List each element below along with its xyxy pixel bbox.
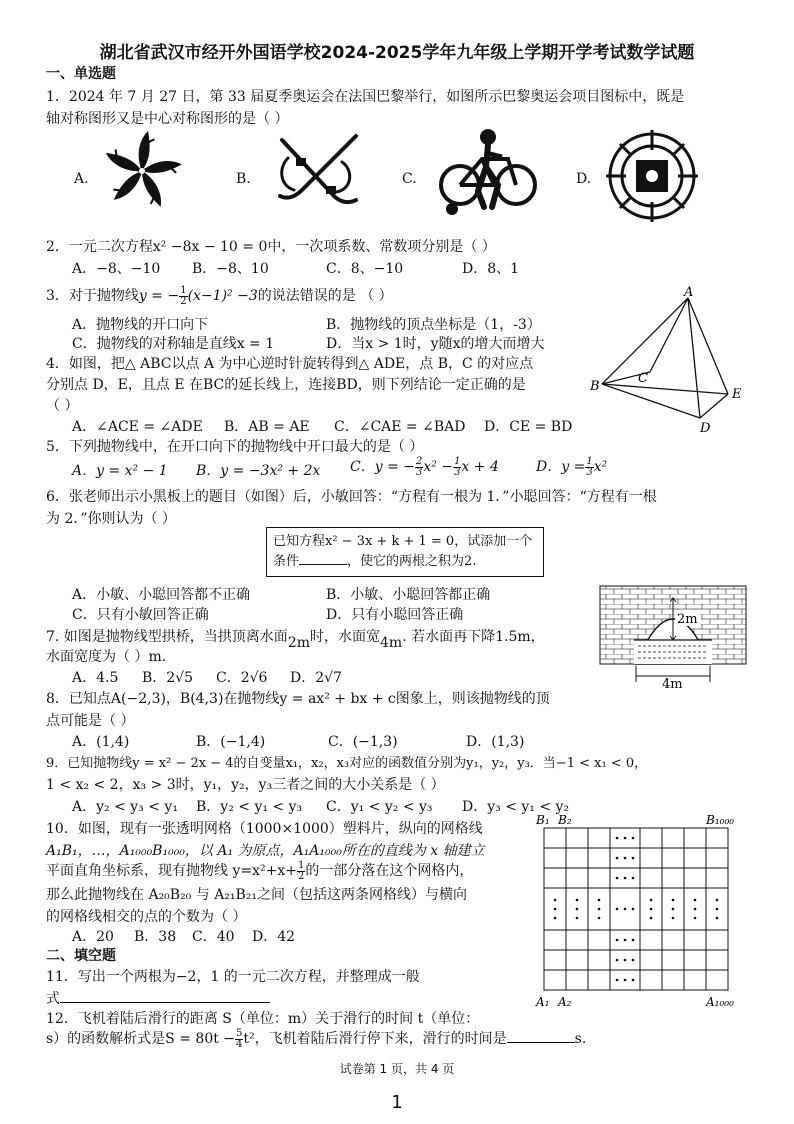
q8-line1: 8．已知点A(−2,3)，B(4,3)在抛物线y = ax² + bx + c图象上，则该抛物线的顶: [46, 691, 550, 707]
svg-text:A₁: A₁: [536, 995, 550, 1009]
hockey-icon: [268, 130, 364, 222]
pinwheel-icon: [100, 127, 184, 215]
q4-line1: 4．如图，把△ ABC以点 A 为中心逆时针旋转得到△ ADE，点 B，C 的对应点: [46, 356, 534, 372]
svg-text:B₁₀₀₀: B₁₀₀₀: [706, 813, 735, 827]
q4-line2: 分别点 D，E，且点 E 在BC的延长线上，连接BD，则下列结论一定正确的是: [46, 377, 526, 393]
q8-line2: 点可能是（ ）: [46, 713, 135, 729]
q9-option-a: A．y₂ < y₃ < y₁: [72, 799, 178, 815]
q1-line1: 1．2024 年 7 月 27 日，第 33 届夏季奥运会在法国巴黎举行，如图所示巴黎奥运会项目图标中，既是: [46, 89, 685, 105]
q6-option-d: D．只有小聪回答正确: [326, 607, 464, 623]
q9-option-b: B．y₂ < y₁ < y₃: [196, 799, 303, 815]
q2-option-d: D．8、1: [462, 261, 520, 277]
q4-line3: （ ）: [46, 398, 79, 414]
q6-option-b: B．小敏、小聪回答都正确: [326, 587, 491, 603]
q5-stem: 5．下列抛物线中，在开口向下的抛物线中开口最大的是（ ）: [46, 439, 424, 455]
q11-answer-blank[interactable]: [60, 988, 270, 1003]
q4-option-c: C．∠CAE = ∠BAD: [334, 419, 466, 435]
q8-option-b: B．(−1,4): [196, 734, 266, 750]
q1-label-a: A.: [74, 171, 89, 187]
q6-line1: 6．张老师出示小黑板上的题目（如图）后，小敏回答：“方程有一根为 1．”小聪回答：“方程有一根: [46, 489, 657, 505]
q9-option-c: C．y₁ < y₂ < y₃: [326, 799, 433, 815]
q11-line1: 11．写出一个两根为−2，1 的一元二次方程，并整理成一般: [46, 969, 420, 985]
svg-text:D: D: [700, 421, 711, 436]
q12-line2: s）的函数解析式是S = 80t − $\frac{5}{4}$ t²，飞机着陆后滑行停下来，滑行的时间是 s.: [46, 1027, 587, 1050]
q10-line4: 那么此抛物线在 A₂₀B₂₀ 与 A₂₁B₂₁之间（包括这两条网格线）与横向: [46, 887, 468, 903]
svg-text:A: A: [684, 286, 694, 300]
q9-option-d: D．y₃ < y₁ < y₂: [462, 799, 570, 815]
q7-option-d: D．2√7: [290, 670, 342, 686]
q2-option-a: A．−8、−10: [72, 261, 161, 277]
q10-line1: 10．如图，现有一张透明网格（1000×1000）塑料片，纵向的网格线: [46, 821, 483, 837]
q3-option-d: D．当x > 1时，y随x的增大而增大: [326, 336, 545, 352]
q10-line3: 平面直角坐标系，现有抛物线 y=x²+x+ $\frac{1}{2}$ 的一部分落在这个网格内，: [46, 859, 474, 882]
svg-text:2m: 2m: [677, 612, 698, 627]
q5-option-d: D．y = $\frac{1}{3}$ x²: [536, 455, 608, 478]
q1-line2: 轴对称图形又是中心对称图形的是（ ）: [46, 111, 289, 127]
svg-text:C: C: [638, 371, 648, 386]
page-number: 1: [391, 1092, 403, 1113]
q3-option-c: C．抛物线的对称轴是直线x = 1: [72, 336, 275, 352]
q10-option-b: B．38: [134, 929, 177, 945]
q6-line2: 为 2．”你则认为（ ）: [46, 511, 176, 527]
svg-text:4m: 4m: [662, 677, 683, 690]
q9-line1: 9．已知抛物线y = x² − 2x − 4的自变量x₁，x₂，x₃对应的函数值分别为y₁，y₂，y₃．当−1 < x₁ < 0，: [46, 756, 648, 771]
q10-line2: A₁B₁，…，A₁₀₀₀B₁₀₀₀，以 A₁ 为原点，A₁A₁₀₀₀所在的直线为 x 轴建立: [46, 843, 485, 859]
q10-option-c: C．40: [192, 929, 235, 945]
svg-text:B₁: B₁: [536, 813, 550, 827]
target-icon: [606, 130, 698, 222]
section-single-choice: 一、单选题: [46, 66, 116, 82]
q1-label-c: C.: [402, 171, 417, 187]
q9-line2: 1 < x₂ < 2，x₃ > 3时，y₁，y₂，y₃三者之间的大小关系是（ ）: [46, 777, 445, 793]
q6-blackboard-box: 已知方程x² − 3x + k + 1 = 0，试添加一个 条件 ，使它的两根之积为2.: [266, 527, 544, 577]
q7-arch-bridge-figure: [598, 584, 748, 690]
q10-option-d: D．42: [252, 929, 296, 945]
q3-option-a: A．抛物线的开口向下: [72, 317, 209, 333]
q7-line2: 水面宽度为（ ）m.: [46, 649, 167, 665]
q5-option-a: A．y = x² − 1: [72, 463, 168, 479]
q5-option-c: C．y = − $\frac{2}{3}$ x² − $\frac{1}{3}$ x + 4: [350, 455, 499, 478]
q1-label-d: D.: [576, 171, 592, 187]
page-title: 湖北省武汉市经开外国语学校2024-2025学年九年级上学期开学考试数学试题: [99, 43, 695, 63]
q2-stem: 2．一元二次方程x² −8x − 10 = 0中，一次项系数、常数项分别是（ ）: [46, 239, 496, 255]
svg-text:B₂: B₂: [558, 813, 572, 827]
q2-option-c: C．8、−10: [326, 261, 404, 277]
q7-line1: 7. 如图是抛物线型拱桥，当拱顶离水面2m时，水面宽4m. 若水面再下降1.5m，: [46, 629, 545, 651]
q12-answer-blank[interactable]: [507, 1028, 575, 1043]
q6-option-a: A．小敏、小聪回答都不正确: [72, 587, 251, 603]
q10-option-a: A．20: [72, 929, 114, 945]
svg-text:A₂: A₂: [558, 995, 572, 1009]
q8-option-c: C．(−1,3): [328, 734, 398, 750]
q10-line5: 的网格线相交的点的个数为（ ）: [46, 909, 247, 925]
q4-triangle-figure: [590, 286, 750, 436]
q7-option-c: C．2√6: [216, 670, 268, 686]
q10-grid-figure: [530, 812, 756, 1014]
section-fill-in: 二、填空题: [46, 948, 116, 964]
q1-label-b: B.: [236, 171, 251, 187]
q7-option-a: A．4.5: [72, 670, 119, 686]
q2-option-b: B．−8、10: [192, 261, 269, 277]
q7-option-b: B．2√5: [142, 670, 194, 686]
page-footer: 试卷第 1 页，共 4 页: [339, 1062, 455, 1076]
q4-option-a: A．∠ACE = ∠ADE: [72, 419, 203, 435]
q3-option-b: B．抛物线的顶点坐标是（1，-3）: [326, 317, 541, 333]
q4-option-d: D．CE = BD: [484, 419, 573, 435]
q4-option-b: B．AB = AE: [224, 419, 310, 435]
svg-text:B: B: [590, 379, 600, 394]
q12-line1: 12．飞机着陆后滑行的距离 S（单位：m）关于滑行的时间 t（单位：: [46, 1011, 480, 1027]
q6-option-c: C．只有小敏回答正确: [72, 607, 209, 623]
q5-option-b: B．y = −3x² + 2x: [196, 463, 321, 479]
svg-text:A₁₀₀₀: A₁₀₀₀: [706, 995, 734, 1009]
q11-line2: 式: [46, 988, 270, 1008]
q8-option-d: D．(1,3): [466, 734, 525, 750]
q3-stem: 3．对于抛物线y = − $\frac{1}{2}$ (x−1)² −3的说法错误的是 （ ）: [46, 284, 393, 307]
svg-text:E: E: [732, 387, 742, 402]
cycling-icon: [438, 127, 538, 219]
q8-option-a: A．(1,4): [72, 734, 130, 750]
